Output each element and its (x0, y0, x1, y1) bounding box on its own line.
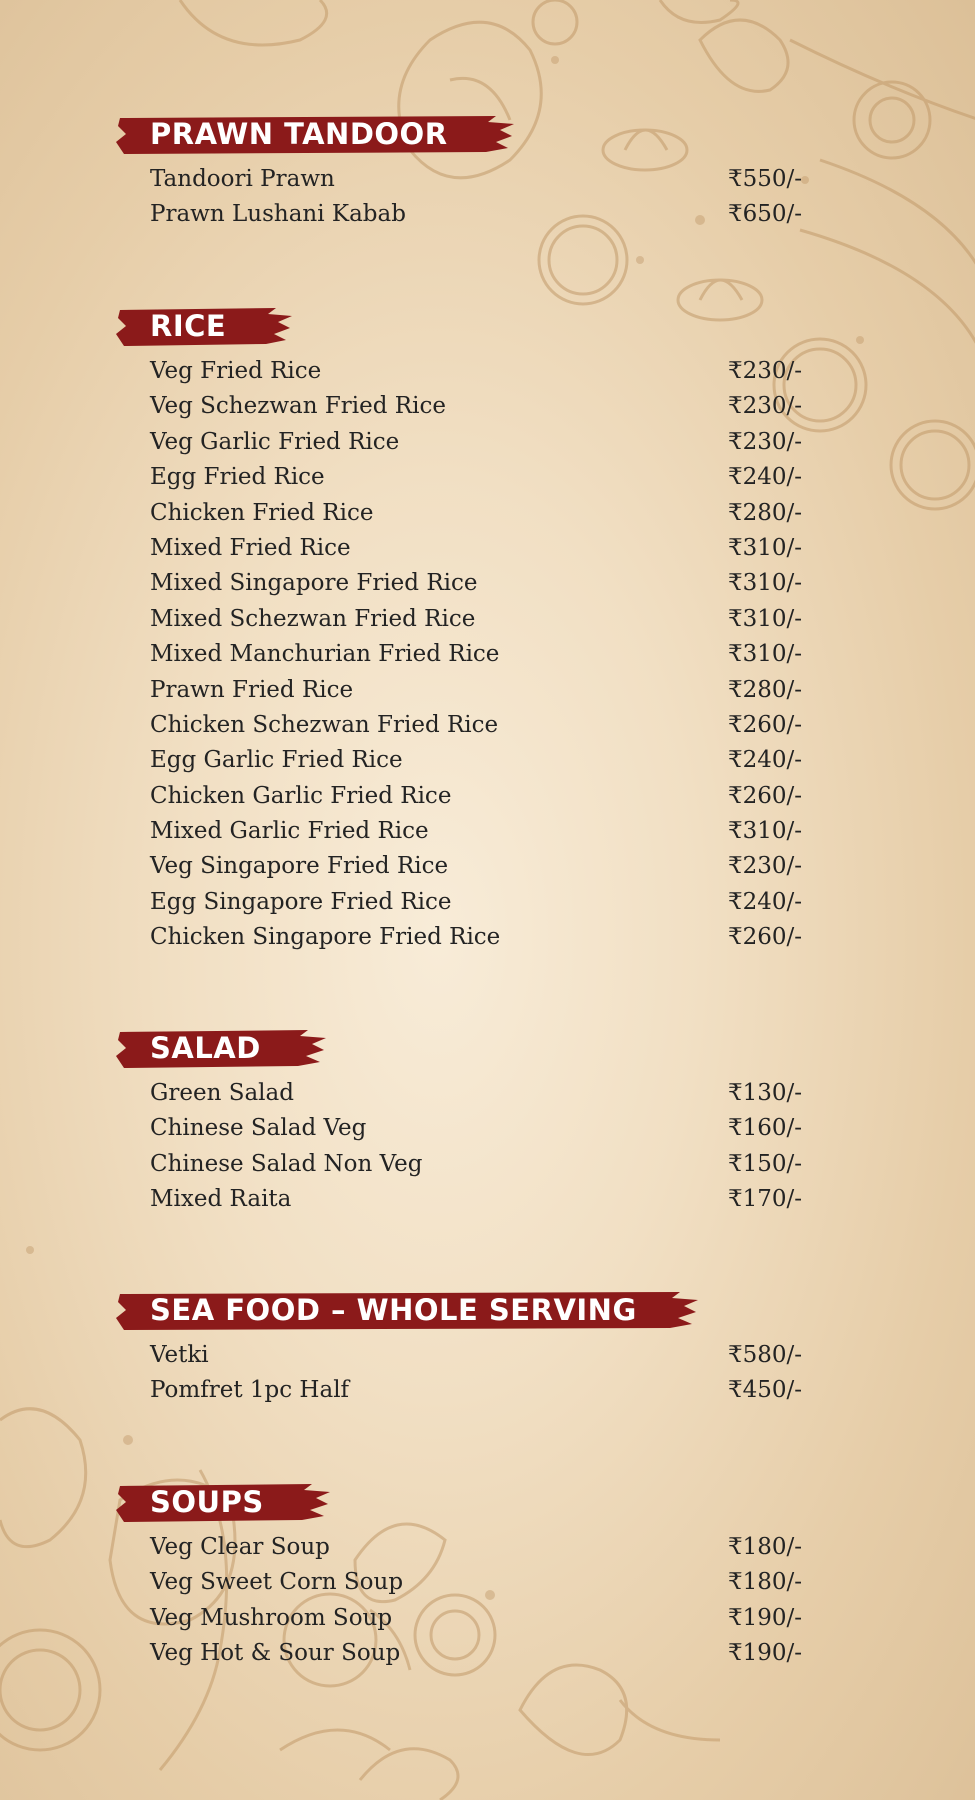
list-item (150, 1530, 830, 1565)
section-title: SEA FOOD – WHOLE SERVING (150, 1293, 637, 1327)
item-name: Prawn Fried Rice (150, 676, 354, 703)
item-name: Veg Garlic Fried Rice (150, 428, 400, 455)
item-price: ₹280/- (728, 676, 803, 703)
list-item (150, 1373, 830, 1408)
list-item (150, 425, 830, 460)
item-price: ₹260/- (728, 711, 803, 738)
item-price: ₹310/- (728, 641, 803, 668)
item-name: Vetki (150, 1342, 209, 1368)
item-price: ₹450/- (728, 1377, 803, 1404)
item-price: ₹180/- (728, 1534, 803, 1560)
item-name: Chicken Garlic Fried Rice (150, 782, 452, 809)
item-price: ₹260/- (728, 782, 803, 809)
item-price: ₹180/- (728, 1569, 803, 1596)
list-item (150, 1601, 830, 1636)
tomato-slice-icon (854, 82, 930, 158)
list-item (150, 708, 830, 743)
list-item (150, 1076, 830, 1111)
leaf-sketch-icon (660, 0, 738, 23)
cucumber-icon (820, 160, 975, 270)
item-name: Mixed Fried Rice (150, 534, 351, 561)
section-heading (122, 304, 226, 348)
item-name: Egg Garlic Fried Rice (150, 747, 403, 774)
leaf-sketch-icon (520, 1665, 627, 1755)
item-name: Veg Hot & Sour Soup (150, 1640, 401, 1667)
item-name: Egg Fried Rice (150, 464, 325, 491)
tomato-slice-icon (0, 1630, 100, 1750)
item-name: Prawn Lushani Kabab (150, 201, 406, 228)
item-name: Egg Singapore Fried Rice (150, 888, 452, 915)
item-price: ₹550/- (728, 166, 803, 192)
section-heading (122, 112, 448, 156)
section-title: SOUPS (150, 1485, 264, 1519)
section-heading (122, 1026, 261, 1070)
item-name: Veg Schezwan Fried Rice (150, 393, 446, 420)
item-price: ₹310/- (728, 570, 803, 597)
item-name: Chicken Fried Rice (150, 499, 374, 526)
item-price: ₹580/- (728, 1342, 803, 1368)
item-name: Tandoori Prawn (150, 166, 335, 192)
section-title: RICE (150, 309, 227, 343)
item-name: Mixed Raita (150, 1186, 292, 1213)
list-item (150, 814, 830, 849)
section-heading (122, 1288, 637, 1332)
list-item (150, 460, 830, 495)
list-item (150, 197, 830, 232)
list-item (150, 920, 830, 955)
list-item (150, 673, 830, 708)
list-item (150, 602, 830, 637)
item-price: ₹130/- (728, 1080, 803, 1106)
item-price: ₹190/- (728, 1604, 803, 1631)
item-name: Veg Fried Rice (150, 358, 322, 384)
list-item (150, 566, 830, 601)
list-item (150, 637, 830, 672)
item-name: Veg Sweet Corn Soup (150, 1569, 404, 1596)
item-price: ₹310/- (728, 534, 803, 561)
item-list (150, 1530, 830, 1672)
list-item (150, 389, 830, 424)
item-price: ₹650/- (728, 201, 803, 228)
item-name: Chicken Singapore Fried Rice (150, 924, 501, 951)
item-price: ₹230/- (728, 358, 803, 384)
item-name: Veg Clear Soup (150, 1534, 330, 1560)
item-price: ₹190/- (728, 1640, 803, 1667)
item-price: ₹240/- (728, 888, 803, 915)
item-name: Veg Singapore Fried Rice (150, 853, 449, 880)
list-item (150, 779, 830, 814)
garlic-icon (700, 20, 788, 91)
item-name: Pomfret 1pc Half (150, 1377, 350, 1404)
list-item (150, 885, 830, 920)
item-name: Mixed Schezwan Fried Rice (150, 605, 476, 632)
section-title: PRAWN TANDOOR (150, 117, 448, 151)
item-price: ₹150/- (728, 1150, 803, 1177)
item-price: ₹240/- (728, 747, 803, 774)
item-price: ₹230/- (728, 393, 803, 420)
item-name: Green Salad (150, 1080, 294, 1106)
section-title: SALAD (150, 1031, 261, 1065)
item-price: ₹260/- (728, 924, 803, 951)
item-price: ₹310/- (728, 605, 803, 632)
list-item (150, 1147, 830, 1182)
item-name: Mixed Garlic Fried Rice (150, 818, 429, 845)
list-item (150, 162, 830, 197)
item-list (150, 354, 830, 956)
item-price: ₹170/- (728, 1186, 803, 1213)
item-price: ₹230/- (728, 428, 803, 455)
list-item (150, 1182, 830, 1217)
item-name: Mixed Manchurian Fried Rice (150, 641, 500, 668)
list-item (150, 1111, 830, 1146)
mushroom-icon (678, 280, 762, 320)
list-item (150, 531, 830, 566)
item-price: ₹230/- (728, 853, 803, 880)
item-name: Chicken Schezwan Fried Rice (150, 711, 499, 738)
item-list (150, 1338, 830, 1409)
list-item (150, 1636, 830, 1671)
list-item (150, 354, 830, 389)
list-item (150, 1338, 830, 1373)
item-price: ₹310/- (728, 818, 803, 845)
item-price: ₹280/- (728, 499, 803, 526)
item-price: ₹240/- (728, 464, 803, 491)
item-name: Veg Mushroom Soup (150, 1604, 393, 1631)
herb-sketch-icon (0, 1409, 86, 1547)
list-item (150, 1565, 830, 1600)
item-name: Chinese Salad Non Veg (150, 1150, 423, 1177)
section-heading (122, 1480, 264, 1524)
list-item (150, 743, 830, 778)
tomato-sketch-icon (533, 0, 577, 44)
item-list (150, 1076, 830, 1218)
item-list (150, 162, 830, 233)
list-item (150, 849, 830, 884)
onion-ring-icon (891, 421, 975, 509)
item-price: ₹160/- (728, 1115, 803, 1142)
item-name: Mixed Singapore Fried Rice (150, 570, 478, 597)
item-name: Chinese Salad Veg (150, 1115, 367, 1142)
list-item (150, 496, 830, 531)
